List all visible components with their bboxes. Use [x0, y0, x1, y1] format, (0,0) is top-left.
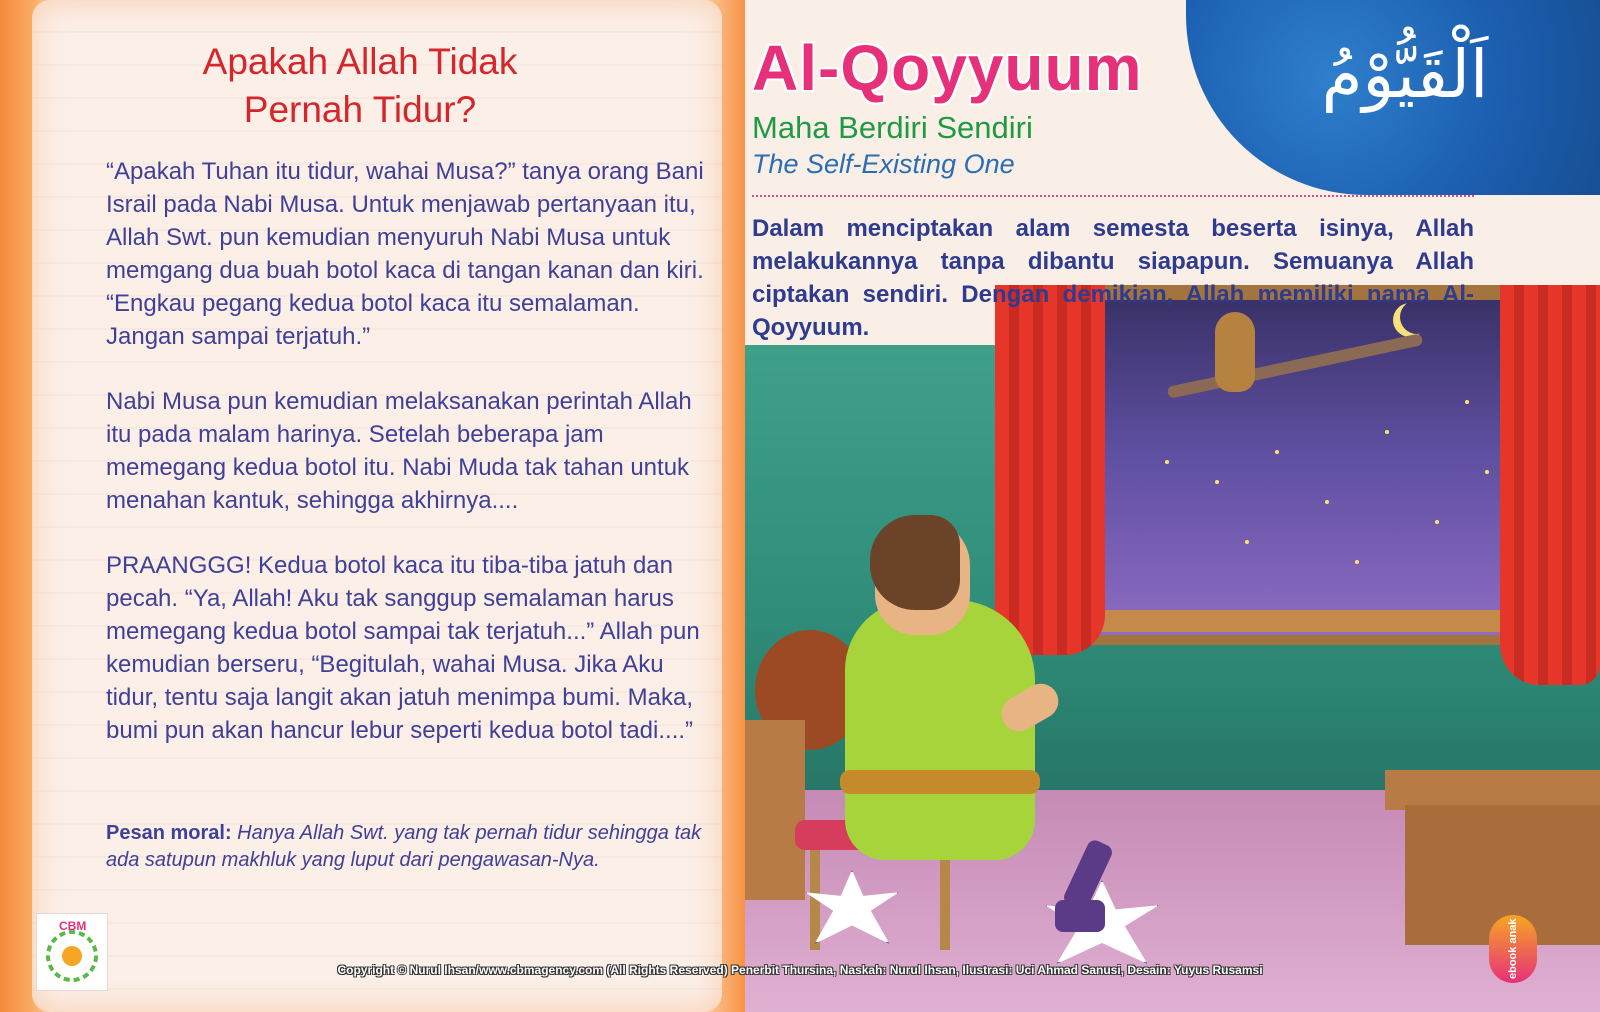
story-paragraph: PRAANGGG! Kedua botol kaca itu tiba-tiba jatuh dan pecah. “Ya, Allah! Aku tak sanggup semalaman harus memegang kedua botol sampai tak terjatuh...” Allah pun kemudian berseru, “Begitulah, wahai Musa. Jika Aku tidur, tentu saja langit akan jatuh menimpa bumi. Maka, bumi pun akan hancur lebur seperti kedua botol tadi....”: [106, 552, 700, 744]
star: [1465, 400, 1469, 404]
story-paragraph: Nabi Musa pun kemudian melaksanakan perintah Allah itu pada malam harinya. Setelah beberapa jam memegang kedua botol itu. Nabi Muda tak tahan untuk menahan kantuk, sehingga akhirnya....: [106, 388, 692, 514]
arabic-name: اَلْقَيُّوْمُ: [1321, 36, 1489, 113]
cbm-agency-logo: [36, 913, 108, 991]
copyright-footer: Copyright © Nurul Ihsan/www.cbmagency.com (All Rights Reserved) Penerbit Thursina, Naskah: Nurul Ihsan, Ilustrasi: Uci Ahmad Sanusi, Desain: Yuyus Rusamsi: [337, 963, 1263, 977]
star: [1165, 460, 1169, 464]
dotted-divider: [752, 195, 1474, 197]
ebook-anak-logo: ebook anak: [1489, 915, 1537, 983]
star: [1355, 560, 1359, 564]
night-sky: [1090, 300, 1550, 635]
man-hair: [870, 515, 960, 610]
man-belt: [840, 770, 1040, 794]
star: [1245, 540, 1249, 544]
story-title: Apakah Allah Tidak Pernah Tidur?: [202, 41, 518, 130]
star: [1385, 430, 1389, 434]
side-table: [745, 720, 805, 900]
glass-bottle: [1055, 900, 1105, 932]
meaning-english: The Self-Existing One: [752, 149, 1015, 179]
asmaul-husna-name: Al-Qoyyuum: [752, 32, 1143, 104]
moral-message: [106, 820, 706, 874]
man-body: [845, 600, 1035, 860]
story-paragraph: “Apakah Tuhan itu tidur, wahai Musa?” tanya orang Bani Israil pada Nabi Musa. Untuk menjawab pertanyaan itu, Allah Swt. pun kemudian menyuruh Nabi Musa untuk memgang dua buah botol kaca di tangan kanan dan kiri. “Engkau pegang kedua botol kaca itu semalaman. Jangan sampai terjatuh.”: [106, 158, 704, 350]
svg-text:CBM: CBM: [59, 919, 87, 933]
name-description: Dalam menciptakan alam semesta beserta isinya, Allah melakukannya tanpa dibantu siapapun. Semuanya Allah ciptakan sendiri. Dengan demikian, Allah memiliki nama Al-Qoyyuum.: [752, 215, 1474, 341]
moral-text: Hanya Allah Swt. yang tak pernah tidur sehingga tak ada satupun makhluk yang luput dari pengawasan-Nya.: [106, 822, 702, 871]
star: [1215, 480, 1219, 484]
moral-label: Pesan moral:: [106, 822, 232, 844]
star: [1485, 470, 1489, 474]
star: [1275, 450, 1279, 454]
desk-top: [1385, 770, 1600, 810]
star: [1325, 500, 1329, 504]
curtain-right: [1500, 285, 1600, 685]
window-sill: [1095, 610, 1555, 632]
story-body: [106, 155, 716, 779]
meaning-indonesian: Maha Berdiri Sendiri: [752, 110, 1033, 145]
star: [1435, 520, 1439, 524]
